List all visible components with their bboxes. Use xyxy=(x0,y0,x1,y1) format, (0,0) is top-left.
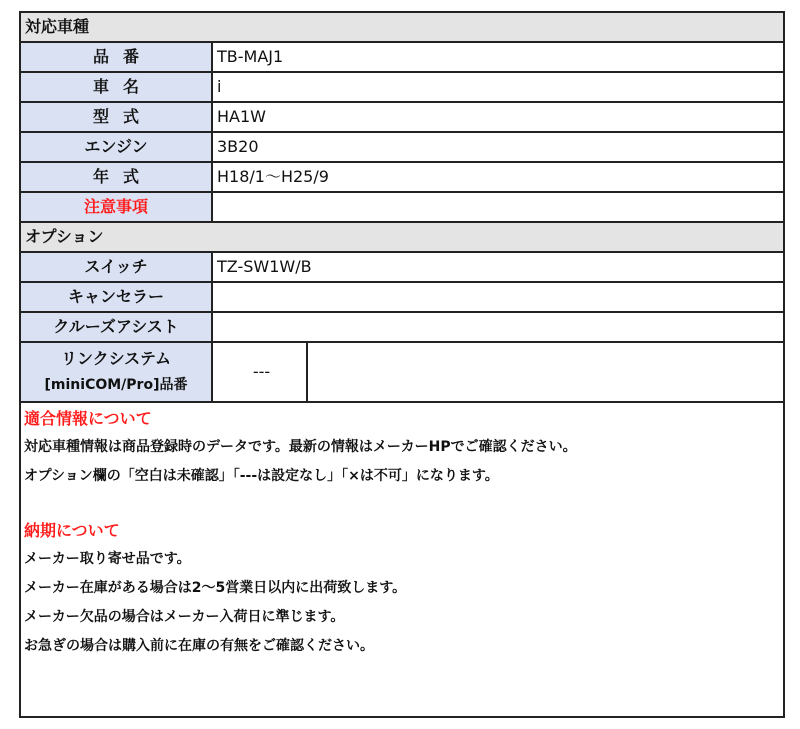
label-link-system xyxy=(21,342,212,402)
spec-sheet xyxy=(19,11,785,718)
table-row xyxy=(21,252,783,282)
value-model-code: HA1W xyxy=(212,102,783,132)
delivery-line: メーカー在庫がある場合は2〜5営業日以内に出荷致します。 xyxy=(24,580,407,596)
value-cruise-assist xyxy=(212,312,783,342)
label-switch: スイッチ xyxy=(21,252,212,282)
value-engine: 3B20 xyxy=(212,132,783,162)
notes-section xyxy=(21,403,783,663)
table-row xyxy=(21,72,783,102)
fit-info-line: オプション欄の「空白は未確認」「---は設定なし」「×は不可」になります。 xyxy=(24,468,499,484)
value-notes xyxy=(212,192,783,222)
value-car-name: i xyxy=(212,72,783,102)
spec-table xyxy=(21,13,783,403)
value-switch: TZ-SW1W/B xyxy=(212,252,783,282)
value-part-number: TB-MAJ1 xyxy=(212,42,783,72)
label-link-system-line2: [miniCOM/Pro]品番 xyxy=(44,377,188,393)
value-model-year: H18/1〜H25/9 xyxy=(212,162,783,192)
label-engine: エンジン xyxy=(21,132,212,162)
label-part-number: 品番 xyxy=(21,42,212,72)
value-link-system: --- xyxy=(212,342,307,402)
label-canceller: キャンセラー xyxy=(21,282,212,312)
label-model-year: 年式 xyxy=(21,162,212,192)
delivery-line: お急ぎの場合は購入前に在庫の有無をご確認ください。 xyxy=(24,638,374,654)
label-notes: 注意事項 xyxy=(21,192,212,222)
delivery-line: メーカー欠品の場合はメーカー入荷日に準じます。 xyxy=(24,609,345,625)
label-cruise-assist: クルーズアシスト xyxy=(21,312,212,342)
spacer xyxy=(24,491,780,517)
delivery-line: メーカー取り寄せ品です。 xyxy=(24,551,191,567)
label-model-code: 型式 xyxy=(21,102,212,132)
section-title-option: オプション xyxy=(21,222,783,252)
label-link-system-line1: リンクシステム xyxy=(60,349,172,368)
value-canceller xyxy=(212,282,783,312)
table-row xyxy=(21,42,783,72)
section-title-vehicle: 対応車種 xyxy=(21,13,783,42)
delivery-heading: 納期について xyxy=(24,521,120,540)
fit-info-heading: 適合情報について xyxy=(24,409,152,428)
table-row xyxy=(21,312,783,342)
table-row xyxy=(21,102,783,132)
option-section-header xyxy=(21,222,783,252)
value-link-system-extra xyxy=(307,342,783,402)
table-row xyxy=(21,162,783,192)
vehicle-section-header xyxy=(21,13,783,42)
table-row xyxy=(21,132,783,162)
label-car-name: 車名 xyxy=(21,72,212,102)
table-row-link-system xyxy=(21,342,783,402)
table-row xyxy=(21,192,783,222)
fit-info-line: 対応車種情報は商品登録時のデータです。最新の情報はメーカーHPでご確認ください。 xyxy=(24,439,577,455)
table-row xyxy=(21,282,783,312)
